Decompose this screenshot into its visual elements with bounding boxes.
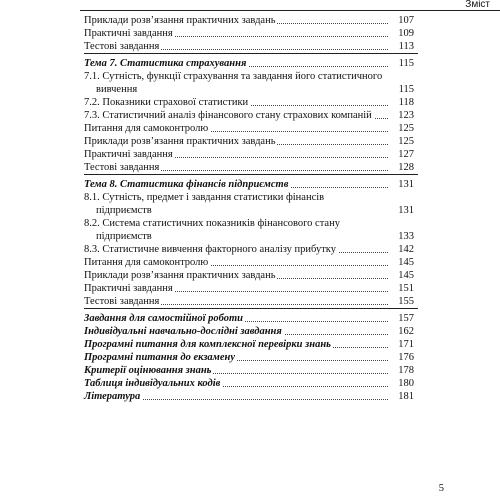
toc-page-number: 176 (390, 351, 414, 364)
toc-entry[interactable] (84, 57, 418, 70)
toc-entry-label: Практичні завдання (84, 149, 173, 160)
toc-page-number: 125 (390, 122, 414, 135)
toc-entry-label: Приклади розв’язання практичних завдань (84, 136, 276, 147)
toc-page-number: 113 (390, 40, 414, 53)
header-rule (80, 10, 500, 11)
toc-entry[interactable] (84, 178, 418, 191)
toc-entry-text (84, 96, 418, 109)
toc-entry-text (84, 27, 418, 40)
toc-entry-text (84, 295, 418, 308)
toc-entry-text (84, 325, 418, 338)
toc-entry-label: 7.2. Показники страхової статистики (84, 97, 249, 108)
toc-entry-text (84, 243, 418, 256)
toc-entry-text (84, 217, 418, 243)
toc-entry[interactable] (84, 148, 418, 161)
toc-entry-label: Питання для самоконтролю (84, 257, 209, 268)
toc-entry[interactable] (84, 70, 418, 96)
toc-entry-text (84, 282, 418, 295)
toc-entry-label: 8.2. Система статистичних показників фінансового стану (84, 218, 340, 229)
toc-entry-text (84, 256, 418, 269)
toc-page-number: 131 (390, 178, 414, 191)
toc-entry[interactable] (84, 312, 418, 325)
toc-entry-text (84, 338, 418, 351)
toc-page-number: 123 (390, 109, 414, 122)
toc-page-number: 131 (390, 204, 414, 217)
toc-entry[interactable] (84, 14, 418, 27)
toc-section (84, 14, 418, 53)
toc-page-number: 145 (390, 256, 414, 269)
toc-page-number: 180 (390, 377, 414, 390)
toc-entry-label: Література (84, 391, 141, 402)
toc-section (84, 174, 418, 308)
toc-page-number: 115 (390, 83, 414, 96)
toc-entry-text (84, 364, 418, 377)
toc-page-number: 178 (390, 364, 414, 377)
toc-entry[interactable] (84, 338, 418, 351)
toc-entry-label: Програмні питання до екзамену (84, 352, 236, 363)
toc-entry-text (84, 269, 418, 282)
toc-entry-label: 8.1. Сутність, предмет і завдання статистики фінансів (84, 192, 325, 203)
toc-section (84, 53, 418, 174)
toc-entry-text (84, 312, 418, 325)
toc-entry-label: Програмні питання для комплексної перевірки знань (84, 339, 331, 350)
toc-entry-label: Тема 7. Статистика страхування (84, 58, 247, 69)
toc-page-number: 107 (390, 14, 414, 27)
toc-entry[interactable] (84, 161, 418, 174)
toc-entry-text (84, 161, 418, 174)
toc-entry[interactable] (84, 243, 418, 256)
toc-entry[interactable] (84, 325, 418, 338)
toc-page-number: 118 (390, 96, 414, 109)
toc-entry-label: Тестові завдання (84, 296, 160, 307)
toc-page-number: 171 (390, 338, 414, 351)
toc-entry-label: 8.3. Статистичне вивчення факторного аналізу прибутку (84, 244, 337, 255)
toc-entry-text (84, 148, 418, 161)
toc-entry-text (84, 57, 418, 70)
toc-entry-label: Тестові завдання (84, 41, 160, 52)
toc-page-number: 155 (390, 295, 414, 308)
toc-entry-text (84, 122, 418, 135)
toc-entry-text (84, 178, 418, 191)
toc-page-number: 181 (390, 390, 414, 403)
toc-entry-continuation: підприємств (84, 230, 388, 243)
toc-entry-label: Практичні завдання (84, 28, 173, 39)
toc-entry[interactable] (84, 256, 418, 269)
toc-entry-label: Критерії оцінювання знань (84, 365, 212, 376)
toc-entry-text (84, 14, 418, 27)
toc-entry[interactable] (84, 109, 418, 122)
toc-entry-text (84, 390, 418, 403)
header-title: Зміст (461, 0, 490, 10)
toc-entry-text (84, 40, 418, 53)
toc-entry-label: Практичні завдання (84, 283, 173, 294)
table-of-contents (84, 14, 418, 403)
toc-entry-label: Тестові завдання (84, 162, 160, 173)
toc-entry[interactable] (84, 96, 418, 109)
toc-page-number: 125 (390, 135, 414, 148)
toc-entry[interactable] (84, 295, 418, 308)
toc-entry-label: Завдання для самостійної роботи (84, 313, 244, 324)
toc-page-number: 162 (390, 325, 414, 338)
toc-entry[interactable] (84, 191, 418, 217)
toc-entry-label: Питання для самоконтролю (84, 123, 209, 134)
toc-page-number: 142 (390, 243, 414, 256)
toc-entry[interactable] (84, 377, 418, 390)
toc-entry[interactable] (84, 135, 418, 148)
toc-entry[interactable] (84, 217, 418, 243)
toc-entry-label: 7.3. Статистичний аналіз фінансового стану страхових компаній (84, 110, 372, 121)
toc-page-number: 115 (390, 57, 414, 70)
toc-entry[interactable] (84, 390, 418, 403)
toc-entry-label: Приклади розв’язання практичних завдань (84, 15, 276, 26)
toc-entry-text (84, 135, 418, 148)
toc-page-number: 109 (390, 27, 414, 40)
toc-entry-text (84, 109, 418, 122)
toc-entry-continuation: вивчення (84, 83, 388, 96)
toc-entry[interactable] (84, 282, 418, 295)
toc-entry[interactable] (84, 364, 418, 377)
toc-entry-label: Приклади розв’язання практичних завдань (84, 270, 276, 281)
toc-entry[interactable] (84, 351, 418, 364)
toc-entry-text (84, 351, 418, 364)
toc-entry[interactable] (84, 27, 418, 40)
toc-entry-text (84, 191, 418, 217)
toc-page-number: 127 (390, 148, 414, 161)
toc-entry-label: 7.1. Сутність, функції страхування та завдання його статистичного (84, 71, 383, 82)
toc-entry-label: Індивідуальні навчально-дослідні завдання (84, 326, 282, 337)
toc-entry-label: Тема 8. Статистика фінансів підприємств (84, 179, 289, 190)
toc-entry[interactable] (84, 122, 418, 135)
toc-entry-label: Таблиця індивідуальних кодів (84, 378, 221, 389)
toc-entry[interactable] (84, 269, 418, 282)
page-number: 5 (438, 483, 444, 494)
toc-entry-text (84, 70, 418, 96)
toc-page-number: 151 (390, 282, 414, 295)
toc-entry[interactable] (84, 40, 418, 53)
toc-section (84, 308, 418, 403)
page-header (0, 0, 500, 14)
toc-entry-text (84, 377, 418, 390)
toc-page-number: 128 (390, 161, 414, 174)
toc-page-number: 157 (390, 312, 414, 325)
toc-page-number: 133 (390, 230, 414, 243)
toc-entry-continuation: підприємств (84, 204, 388, 217)
toc-page-number: 145 (390, 269, 414, 282)
